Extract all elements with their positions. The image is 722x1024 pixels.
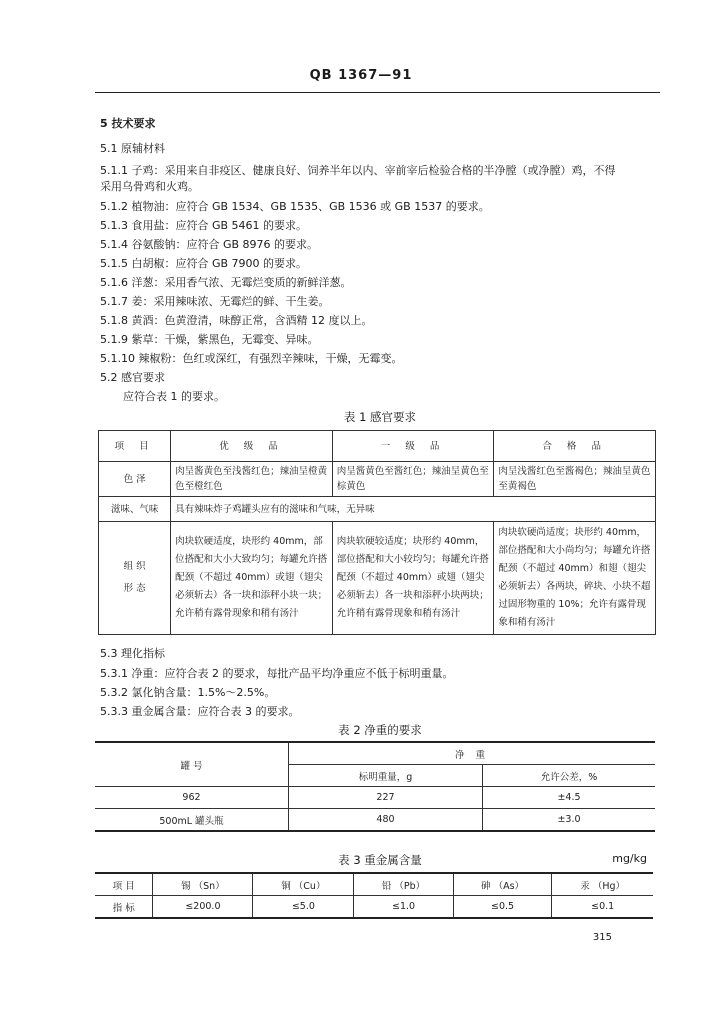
cell-color-qualified: 肉呈浅酱红色至酱褐色；辣油呈黄色至黄褐色	[494, 462, 656, 497]
table-3-caption: 表 3 重金属含量	[338, 853, 422, 867]
cell-tin-limit: ≤200.0	[153, 896, 253, 919]
table-row	[99, 522, 656, 635]
row-label-texture: 组 织 形 态	[99, 522, 171, 635]
header-cell-item: 项 目	[95, 873, 153, 896]
table-row	[95, 809, 655, 832]
section-5-1-title: 5.1 原辅材料	[100, 142, 165, 155]
header-cell-can-number: 罐 号	[95, 742, 289, 787]
table-2-caption: 表 2 净重的要求	[338, 723, 422, 737]
item-5-3-1: 5.3.1 净重：应符合表 2 的要求，每批产品平均净重应不低于标明重量。	[100, 667, 454, 680]
header-rule	[95, 92, 660, 93]
item-5-1-6: 5.1.6 洋葱：采用香气浓、无霉烂变质的新鲜洋葱。	[100, 276, 352, 289]
table-row	[99, 431, 656, 462]
heavy-metal-table	[95, 872, 653, 919]
cell-tolerance-500ml: ±3.0	[483, 809, 656, 832]
item-5-1-1: 5.1.1 子鸡：采用来自非疫区、健康良好、饲养半年以内、宰前宰后检验合格的半净膛（或净膛）鸡，不得	[100, 164, 616, 177]
table-row	[99, 497, 656, 522]
cell-texture-premium: 肉块软硬适度，块形约 40mm，部位搭配和大小大致均匀；每罐允许搭配颈（不超过 40mm）或翅（翅尖必须斩去）各一块和添秤小块一块；允许稍有露骨现象和稍有汤汁	[171, 522, 333, 635]
cell-weight-500ml: 480	[289, 809, 483, 832]
header-cell-copper: 铜 （Cu）	[253, 873, 354, 896]
item-5-1-5: 5.1.5 白胡椒：应符合 GB 7900 的要求。	[100, 257, 308, 270]
header-cell-marked-weight: 标明重量，g	[289, 765, 483, 787]
item-5-1-1-cont: 采用乌骨鸡和火鸡。	[100, 180, 199, 193]
header-cell-arsenic: 砷 （As）	[453, 873, 552, 896]
sensory-table	[98, 430, 656, 635]
item-5-1-2: 5.1.2 植物油：应符合 GB 1534、GB 1535、GB 1536 或 GB 1537 的要求。	[100, 200, 490, 213]
cell-mercury-limit: ≤0.1	[552, 896, 653, 919]
section-5-2-text: 应符合表 1 的要求。	[123, 390, 225, 403]
cell-texture-qualified: 肉块软硬尚适度；块形约 40mm，部位搭配和大小尚均匀；每罐允许搭配颈（不超过 40mm）和翅（翅尖必须斩去）各两块，碎块、小块不超过固形物重的 10%；允许有露骨现象和稍有汤汁	[494, 522, 656, 635]
cell-index-label: 指 标	[95, 896, 153, 919]
item-5-1-9: 5.1.9 紫草：干燥，紫黑色，无霉变、异味。	[100, 333, 319, 346]
header-cell-net-weight: 净 重	[289, 742, 656, 765]
cell-taste-all: 具有辣味炸子鸡罐头应有的滋味和气味，无异味	[171, 497, 656, 522]
item-5-1-4: 5.1.4 谷氨酸钠：应符合 GB 8976 的要求。	[100, 238, 319, 251]
table-row	[99, 462, 656, 497]
table-row	[95, 742, 655, 765]
section-5-2-title: 5.2 感官要求	[100, 371, 165, 384]
section-5-3-title: 5.3 理化指标	[100, 647, 165, 660]
cell-can-500ml: 500mL 罐头瓶	[95, 809, 289, 832]
cell-arsenic-limit: ≤0.5	[453, 896, 552, 919]
item-5-1-3: 5.1.3 食用盐：应符合 GB 5461 的要求。	[100, 219, 308, 232]
table-3-unit: mg/kg	[612, 852, 647, 865]
net-weight-table	[95, 741, 655, 832]
table-1-caption: 表 1 感官要求	[343, 410, 417, 424]
section-5-title: 5 技术要求	[100, 117, 156, 130]
cell-color-first-grade: 肉呈酱黄色至酱红色；辣油呈黄色至棕黄色	[332, 462, 494, 497]
item-5-1-10: 5.1.10 辣椒粉：色红或深红，有强烈辛辣味，干燥，无霉变。	[100, 352, 403, 365]
page-number: 315	[592, 932, 612, 943]
standard-code-header: QB 1367—91	[309, 68, 413, 83]
item-5-3-2: 5.3.2 氯化钠含量：1.5%～2.5%。	[100, 686, 276, 699]
header-cell-premium: 优 级 品	[171, 431, 333, 462]
table-row	[95, 873, 653, 896]
row-label-taste: 滋味、气味	[99, 497, 171, 522]
header-cell-qualified: 合 格 品	[494, 431, 656, 462]
table-row	[95, 787, 655, 809]
table-row	[95, 896, 653, 919]
header-cell-tin: 锡 （Sn）	[153, 873, 253, 896]
cell-texture-first-grade: 肉块软硬较适度；块形约 40mm，部位搭配和大小较均匀；每罐允许搭配颈（不超过 40mm）或翅（翅尖必须斩去）各一块和添秤小块两块；允许稍有露骨现象和稍有汤汁	[332, 522, 494, 635]
header-cell-tolerance: 允许公差，%	[483, 765, 656, 787]
cell-can-962: 962	[95, 787, 289, 809]
cell-color-premium: 肉呈酱黄色至浅酱红色；辣油呈橙黄色至橙红色	[171, 462, 333, 497]
cell-copper-limit: ≤5.0	[253, 896, 354, 919]
cell-lead-limit: ≤1.0	[354, 896, 453, 919]
item-5-1-7: 5.1.7 姜：采用辣味浓、无霉烂的鲜、干生姜。	[100, 295, 330, 308]
cell-weight-962: 227	[289, 787, 483, 809]
header-cell-first-grade: 一 级 品	[332, 431, 494, 462]
item-5-1-8: 5.1.8 黄酒：色黄澄清，味醇正常，含酒精 12 度以上。	[100, 314, 373, 327]
item-5-3-3: 5.3.3 重金属含量：应符合表 3 的要求。	[100, 705, 300, 718]
header-cell-lead: 铅 （Pb）	[354, 873, 453, 896]
cell-tolerance-962: ±4.5	[483, 787, 656, 809]
header-cell-mercury: 汞 （Hg）	[552, 873, 653, 896]
header-cell-item: 项 目	[99, 431, 171, 462]
row-label-color: 色 泽	[99, 462, 171, 497]
